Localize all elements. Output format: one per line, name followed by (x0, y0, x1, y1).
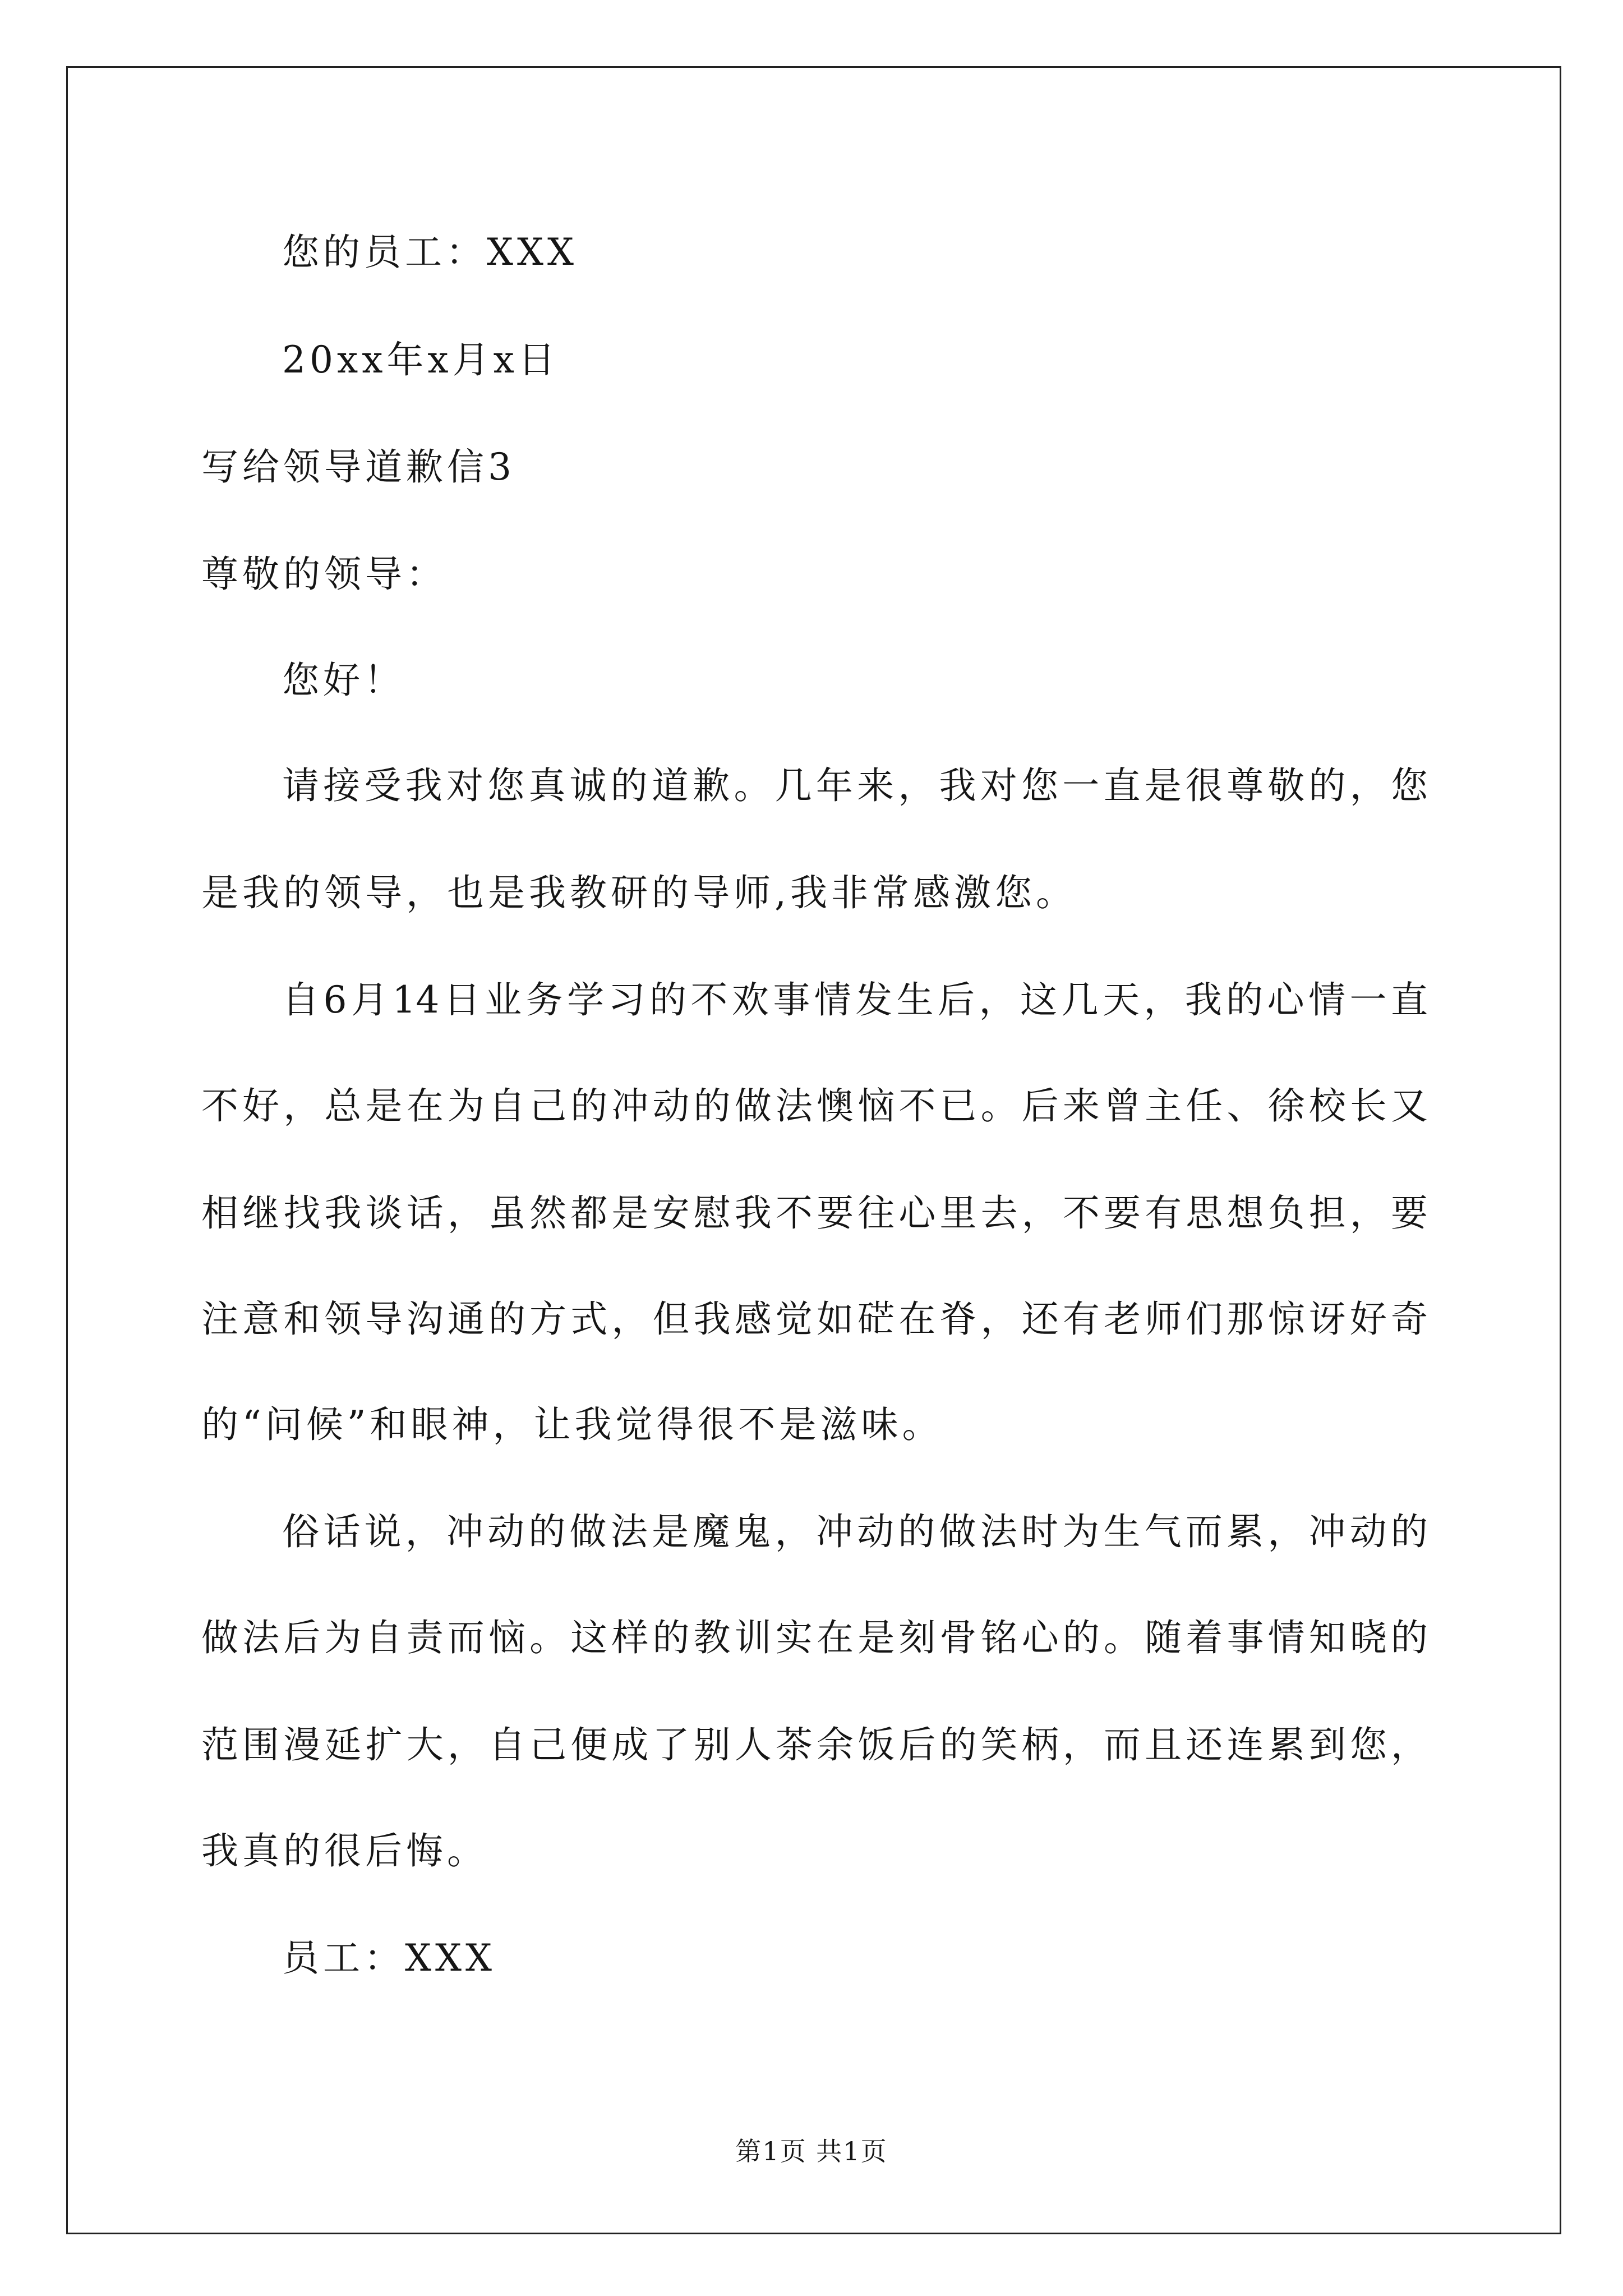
paragraph-line: 的“问候”和眼神，让我觉得很不是滋味。 (201, 1403, 943, 1446)
paragraph-line: 注意和领导沟通的方式，但我感觉如硭在脊，还有老师们那惊讶好奇 (201, 1297, 1428, 1341)
previous-letter-signature: 您的员工：XXX (282, 231, 578, 274)
paragraph-line: 是我的领导，也是我教研的导师,我非常感激您。 (201, 871, 1077, 914)
paragraph-line: 做法后为自责而恼。这样的教训实在是刻骨铭心的。随着事情知晓的 (201, 1616, 1428, 1659)
letter-title: 写给领导道歉信3 (201, 445, 515, 489)
paragraph-line: 范围漫延扩大，自己便成了别人茶余饭后的笑柄，而且还连累到您， (201, 1723, 1428, 1766)
page-border (66, 66, 1561, 2234)
paragraph-line: 我真的很后悔。 (201, 1829, 488, 1872)
paragraph-line: 俗话说，冲动的做法是魔鬼，冲动的做法时为生气而累，冲动的 (282, 1510, 1428, 1553)
paragraph-line: 自6月14日业务学习的不欢事情发生后，这几天，我的心情一直 (282, 978, 1428, 1022)
paragraph-line: 相继找我谈话，虽然都是安慰我不要往心里去，不要有思想负担，要 (201, 1191, 1428, 1235)
paragraph-line: 请接受我对您真诚的道歉。几年来，我对您一直是很尊敬的，您 (282, 764, 1428, 807)
paragraph-line: 不好，总是在为自己的冲动的做法懊恼不已。后来曾主任、徐校长又 (201, 1084, 1428, 1128)
greeting: 您好！ (282, 659, 405, 702)
salutation: 尊敬的领导： (201, 553, 447, 596)
previous-letter-date: 20xx年x月x日 (282, 338, 559, 381)
page-number-footer: 第1页 共1页 (735, 2136, 888, 2166)
signature: 员工：XXX (282, 1936, 496, 1980)
